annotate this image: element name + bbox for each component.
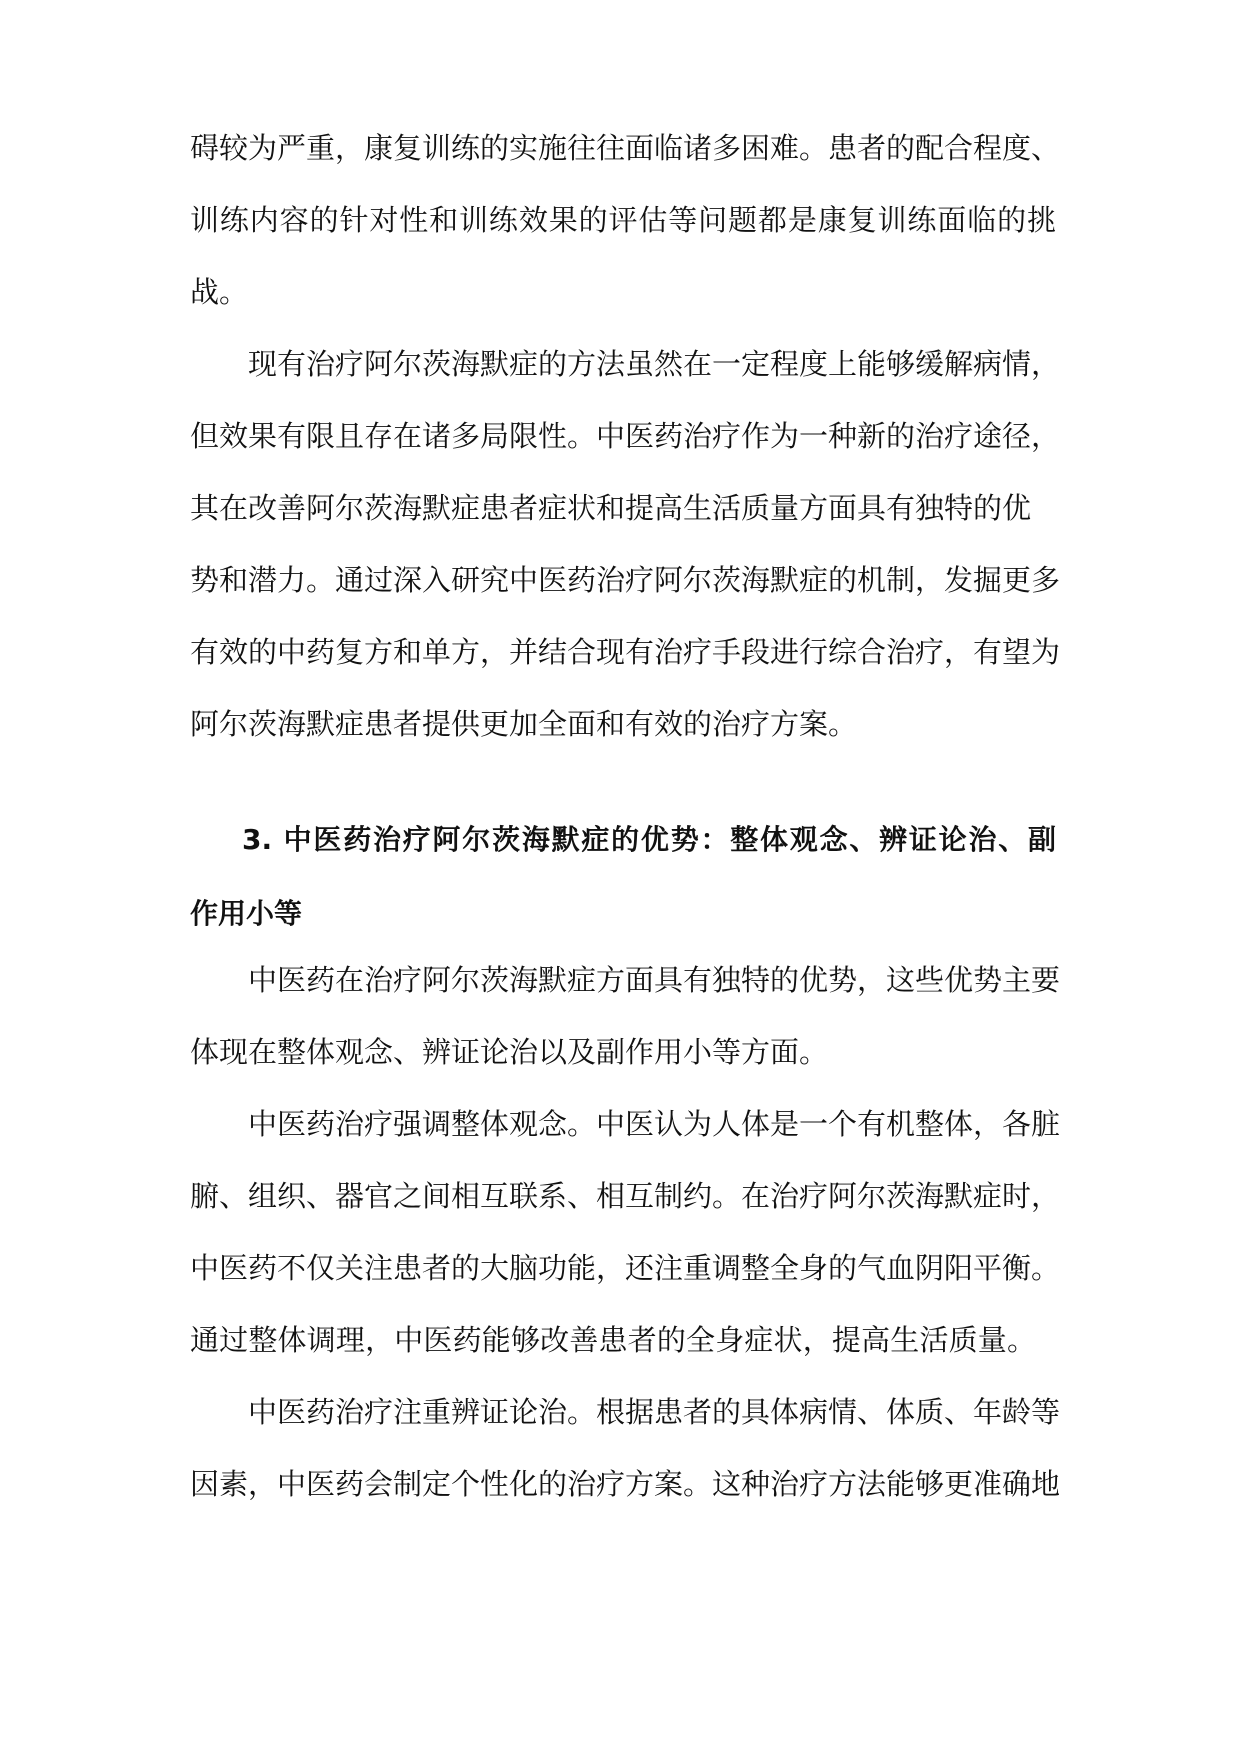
paragraph-line: 训练内容的针对性和训练效果的评估等问题都是康复训练面临的挑 <box>190 203 1056 237</box>
paragraph-line: 有效的中药复方和单方，并结合现有治疗手段进行综合治疗，有望为 <box>190 635 1061 669</box>
paragraph-line: 碍较为严重，康复训练的实施往往面临诸多困难。患者的配合程度、 <box>190 131 1061 165</box>
paragraph-line: 体现在整体观念、辨证论治以及副作用小等方面。 <box>190 1035 829 1069</box>
paragraph-line: 阿尔茨海默症患者提供更加全面和有效的治疗方案。 <box>190 707 858 741</box>
paragraph-line: 因素，中医药会制定个性化的治疗方案。这种治疗方法能够更准确地 <box>190 1467 1061 1501</box>
paragraph-line: 通过整体调理，中医药能够改善患者的全身症状，提高生活质量。 <box>190 1323 1036 1357</box>
heading-line: 3. 中医药治疗阿尔茨海默症的优势：整体观念、辨证论治、副 <box>242 823 1056 856</box>
paragraph-line: 其在改善阿尔茨海默症患者症状和提高生活质量方面具有独特的优 <box>190 491 1032 525</box>
paragraph-line: 中医药在治疗阿尔茨海默症方面具有独特的优势，这些优势主要 <box>248 963 1061 997</box>
paragraph-line: 中医药治疗注重辨证论治。根据患者的具体病情、体质、年龄等 <box>248 1395 1061 1429</box>
paragraph-line: 中医药不仅关注患者的大脑功能，还注重调整全身的气血阴阳平衡。 <box>190 1251 1061 1285</box>
paragraph-line: 中医药治疗强调整体观念。中医认为人体是一个有机整体，各脏 <box>248 1107 1061 1141</box>
paragraph-line: 战。 <box>190 275 249 309</box>
paragraph-line: 现有治疗阿尔茨海默症的方法虽然在一定程度上能够缓解病情， <box>248 347 1061 381</box>
paragraph-line: 势和潜力。通过深入研究中医药治疗阿尔茨海默症的机制，发掘更多 <box>190 563 1061 597</box>
paragraph-line: 但效果有限且存在诸多局限性。中医药治疗作为一种新的治疗途径， <box>190 419 1061 453</box>
paragraph-line: 腑、组织、器官之间相互联系、相互制约。在治疗阿尔茨海默症时， <box>190 1179 1061 1213</box>
heading-line: 作用小等 <box>190 897 303 930</box>
